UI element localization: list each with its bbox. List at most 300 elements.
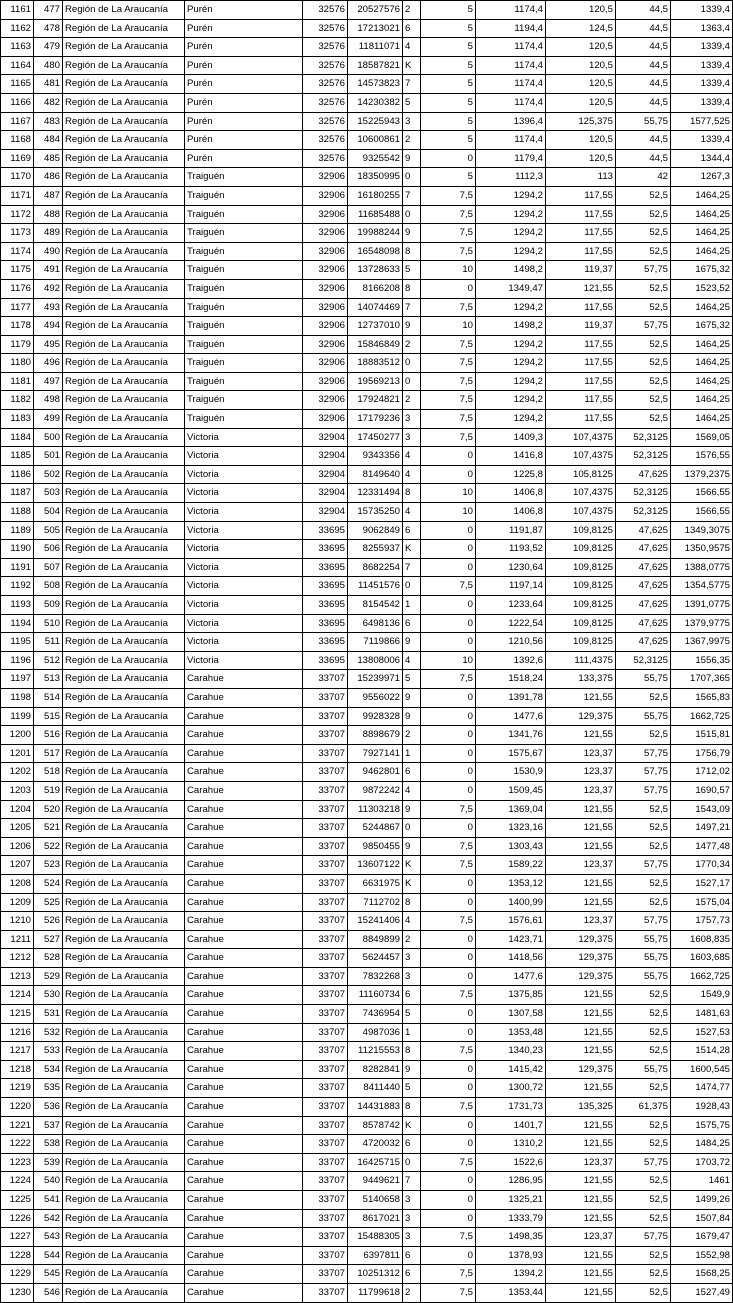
cell-bonus: 0 [421, 893, 476, 912]
cell-row-id: 525 [34, 893, 63, 912]
cell-code: 33707 [303, 1023, 348, 1042]
cell-total: 1549,9 [671, 986, 733, 1005]
cell-code: 33707 [303, 949, 348, 968]
cell-check-digit: 1 [403, 744, 421, 763]
cell-amount-a: 1731,73 [476, 1098, 546, 1117]
cell-amount-b: 117,55 [546, 242, 616, 261]
cell-code: 33695 [303, 651, 348, 670]
cell-check-digit: 2 [403, 1, 421, 20]
cell-amount-b: 123,37 [546, 781, 616, 800]
cell-bonus: 0 [421, 874, 476, 893]
cell-code: 32906 [303, 372, 348, 391]
cell-rut: 5140658 [348, 1191, 403, 1210]
cell-total: 1662,725 [671, 967, 733, 986]
cell-amount-b: 121,55 [546, 1246, 616, 1265]
cell-bonus: 0 [421, 465, 476, 484]
cell-bonus: 0 [421, 949, 476, 968]
cell-bonus: 0 [421, 1005, 476, 1024]
cell-amount-c: 55,75 [616, 707, 671, 726]
cell-amount-c: 52,5 [616, 800, 671, 819]
cell-amount-a: 1193,52 [476, 540, 546, 559]
cell-bonus: 0 [421, 1116, 476, 1135]
cell-amount-c: 57,75 [616, 856, 671, 875]
cell-total: 1568,25 [671, 1265, 733, 1284]
cell-amount-b: 123,37 [546, 744, 616, 763]
cell-region: Región de La Araucanía [63, 1246, 185, 1265]
cell-commune: Carahue [185, 1135, 303, 1154]
cell-amount-b: 121,55 [546, 800, 616, 819]
cell-amount-c: 52,3125 [616, 503, 671, 522]
cell-amount-a: 1310,2 [476, 1135, 546, 1154]
cell-check-digit: 8 [403, 1098, 421, 1117]
cell-bonus: 7,5 [421, 856, 476, 875]
cell-amount-a: 1394,2 [476, 1265, 546, 1284]
table-row [1, 558, 733, 577]
cell-total: 1566,55 [671, 484, 733, 503]
cell-row-index: 1181 [1, 372, 34, 391]
cell-amount-c: 52,5 [616, 1135, 671, 1154]
cell-code: 32906 [303, 354, 348, 373]
cell-commune: Carahue [185, 986, 303, 1005]
cell-row-index: 1189 [1, 521, 34, 540]
cell-rut: 11685488 [348, 205, 403, 224]
table-row [1, 819, 733, 838]
cell-amount-c: 52,5 [616, 186, 671, 205]
cell-region: Región de La Araucanía [63, 1042, 185, 1061]
cell-region: Región de La Araucanía [63, 726, 185, 745]
table-row [1, 930, 733, 949]
table-row [1, 1116, 733, 1135]
cell-bonus: 5 [421, 131, 476, 150]
cell-amount-a: 1294,2 [476, 205, 546, 224]
table-row [1, 1023, 733, 1042]
cell-row-index: 1165 [1, 75, 34, 94]
cell-total: 1388,0775 [671, 558, 733, 577]
cell-bonus: 7,5 [421, 1098, 476, 1117]
cell-amount-a: 1300,72 [476, 1079, 546, 1098]
cell-row-index: 1169 [1, 149, 34, 168]
cell-row-index: 1205 [1, 819, 34, 838]
cell-total: 1499,26 [671, 1191, 733, 1210]
table-body [1, 1, 733, 1303]
table-row [1, 75, 733, 94]
cell-amount-b: 117,55 [546, 298, 616, 317]
cell-row-index: 1217 [1, 1042, 34, 1061]
cell-amount-c: 47,625 [616, 577, 671, 596]
cell-commune: Traiguén [185, 168, 303, 187]
cell-amount-c: 52,5 [616, 986, 671, 1005]
cell-region: Región de La Araucanía [63, 651, 185, 670]
table-row [1, 56, 733, 75]
cell-rut: 18587821 [348, 56, 403, 75]
cell-code: 33707 [303, 1116, 348, 1135]
cell-region: Región de La Araucanía [63, 168, 185, 187]
cell-amount-c: 52,5 [616, 1209, 671, 1228]
cell-code: 33707 [303, 707, 348, 726]
table-row [1, 949, 733, 968]
cell-rut: 10251312 [348, 1265, 403, 1284]
cell-total: 1354,5775 [671, 577, 733, 596]
cell-check-digit: 7 [403, 186, 421, 205]
cell-region: Región de La Araucanía [63, 1079, 185, 1098]
table-row [1, 298, 733, 317]
cell-code: 33707 [303, 819, 348, 838]
cell-check-digit: 8 [403, 242, 421, 261]
cell-amount-a: 1294,2 [476, 298, 546, 317]
cell-check-digit: 6 [403, 1246, 421, 1265]
cell-row-id: 516 [34, 726, 63, 745]
cell-code: 33707 [303, 1079, 348, 1098]
cell-commune: Carahue [185, 1283, 303, 1302]
table-row [1, 1191, 733, 1210]
cell-amount-a: 1197,14 [476, 577, 546, 596]
cell-amount-a: 1518,24 [476, 670, 546, 689]
cell-row-index: 1209 [1, 893, 34, 912]
cell-code: 33707 [303, 856, 348, 875]
cell-region: Región de La Araucanía [63, 149, 185, 168]
cell-amount-b: 125,375 [546, 112, 616, 131]
cell-commune: Victoria [185, 447, 303, 466]
cell-bonus: 7,5 [421, 391, 476, 410]
cell-amount-b: 129,375 [546, 967, 616, 986]
cell-region: Región de La Araucanía [63, 391, 185, 410]
cell-commune: Traiguén [185, 279, 303, 298]
cell-check-digit: 9 [403, 317, 421, 336]
cell-code: 33695 [303, 558, 348, 577]
cell-rut: 17924821 [348, 391, 403, 410]
cell-total: 1464,25 [671, 391, 733, 410]
cell-region: Región de La Araucanía [63, 19, 185, 38]
cell-code: 32904 [303, 465, 348, 484]
cell-amount-c: 47,625 [616, 558, 671, 577]
cell-row-id: 499 [34, 410, 63, 429]
cell-rut: 9928328 [348, 707, 403, 726]
cell-region: Región de La Araucanía [63, 56, 185, 75]
cell-amount-a: 1341,76 [476, 726, 546, 745]
cell-check-digit: 8 [403, 893, 421, 912]
cell-commune: Carahue [185, 1042, 303, 1061]
cell-amount-c: 52,5 [616, 1042, 671, 1061]
table-row [1, 1079, 733, 1098]
cell-check-digit: 0 [403, 577, 421, 596]
cell-bonus: 7,5 [421, 577, 476, 596]
cell-total: 1461 [671, 1172, 733, 1191]
cell-amount-a: 1406,8 [476, 484, 546, 503]
cell-check-digit: 6 [403, 986, 421, 1005]
cell-rut: 4720032 [348, 1135, 403, 1154]
cell-amount-c: 52,5 [616, 1265, 671, 1284]
cell-row-index: 1220 [1, 1098, 34, 1117]
cell-amount-c: 52,3125 [616, 651, 671, 670]
cell-row-id: 543 [34, 1228, 63, 1247]
cell-rut: 6498136 [348, 614, 403, 633]
table-row [1, 1005, 733, 1024]
cell-bonus: 5 [421, 168, 476, 187]
cell-amount-b: 121,55 [546, 893, 616, 912]
cell-row-id: 528 [34, 949, 63, 968]
cell-check-digit: 1 [403, 596, 421, 615]
table-row [1, 168, 733, 187]
cell-region: Región de La Araucanía [63, 781, 185, 800]
cell-check-digit: 3 [403, 410, 421, 429]
cell-bonus: 10 [421, 651, 476, 670]
cell-amount-b: 107,4375 [546, 428, 616, 447]
table-row [1, 1, 733, 20]
cell-bonus: 5 [421, 1, 476, 20]
cell-region: Región de La Araucanía [63, 354, 185, 373]
table-row [1, 744, 733, 763]
cell-region: Región de La Araucanía [63, 484, 185, 503]
cell-bonus: 7,5 [421, 410, 476, 429]
cell-row-id: 533 [34, 1042, 63, 1061]
cell-amount-b: 120,5 [546, 93, 616, 112]
cell-amount-b: 117,55 [546, 354, 616, 373]
cell-amount-c: 52,5 [616, 819, 671, 838]
cell-row-index: 1186 [1, 465, 34, 484]
cell-region: Región de La Araucanía [63, 596, 185, 615]
cell-check-digit: 6 [403, 1135, 421, 1154]
cell-amount-a: 1174,4 [476, 1, 546, 20]
cell-rut: 5244867 [348, 819, 403, 838]
cell-row-index: 1187 [1, 484, 34, 503]
cell-amount-b: 120,5 [546, 1, 616, 20]
cell-bonus: 0 [421, 447, 476, 466]
cell-amount-a: 1294,2 [476, 410, 546, 429]
cell-row-id: 492 [34, 279, 63, 298]
cell-row-id: 540 [34, 1172, 63, 1191]
cell-check-digit: 0 [403, 372, 421, 391]
cell-row-id: 505 [34, 521, 63, 540]
table-row [1, 149, 733, 168]
cell-rut: 9449621 [348, 1172, 403, 1191]
cell-rut: 7119866 [348, 633, 403, 652]
cell-commune: Traiguén [185, 205, 303, 224]
cell-rut: 17213021 [348, 19, 403, 38]
cell-region: Región de La Araucanía [63, 540, 185, 559]
cell-commune: Carahue [185, 1116, 303, 1135]
cell-commune: Carahue [185, 1153, 303, 1172]
cell-code: 33695 [303, 577, 348, 596]
cell-code: 33707 [303, 726, 348, 745]
cell-total: 1363,4 [671, 19, 733, 38]
cell-commune: Carahue [185, 1023, 303, 1042]
cell-region: Región de La Araucanía [63, 800, 185, 819]
cell-region: Región de La Araucanía [63, 670, 185, 689]
cell-region: Región de La Araucanía [63, 242, 185, 261]
cell-amount-c: 52,5 [616, 1005, 671, 1024]
cell-row-index: 1164 [1, 56, 34, 75]
cell-row-id: 490 [34, 242, 63, 261]
cell-commune: Purén [185, 75, 303, 94]
cell-rut: 9343356 [348, 447, 403, 466]
cell-bonus: 5 [421, 112, 476, 131]
cell-bonus: 5 [421, 93, 476, 112]
cell-amount-a: 1522,6 [476, 1153, 546, 1172]
cell-total: 1464,25 [671, 335, 733, 354]
cell-total: 1675,32 [671, 261, 733, 280]
cell-total: 1690,57 [671, 781, 733, 800]
cell-bonus: 0 [421, 1079, 476, 1098]
table-row [1, 1283, 733, 1302]
cell-row-index: 1229 [1, 1265, 34, 1284]
cell-check-digit: 7 [403, 298, 421, 317]
cell-amount-c: 57,75 [616, 781, 671, 800]
cell-row-id: 510 [34, 614, 63, 633]
cell-region: Región de La Araucanía [63, 1153, 185, 1172]
cell-bonus: 5 [421, 75, 476, 94]
cell-row-id: 494 [34, 317, 63, 336]
cell-commune: Traiguén [185, 298, 303, 317]
cell-amount-c: 47,625 [616, 596, 671, 615]
cell-rut: 8149640 [348, 465, 403, 484]
cell-commune: Victoria [185, 428, 303, 447]
cell-check-digit: 0 [403, 205, 421, 224]
table-row [1, 986, 733, 1005]
cell-rut: 9556022 [348, 688, 403, 707]
cell-check-digit: 2 [403, 391, 421, 410]
cell-region: Región de La Araucanía [63, 912, 185, 931]
cell-rut: 7927141 [348, 744, 403, 763]
cell-amount-a: 1225,8 [476, 465, 546, 484]
cell-amount-a: 1406,8 [476, 503, 546, 522]
cell-amount-b: 107,4375 [546, 447, 616, 466]
cell-rut: 15241406 [348, 912, 403, 931]
cell-amount-b: 109,8125 [546, 614, 616, 633]
cell-amount-c: 44,5 [616, 75, 671, 94]
cell-bonus: 0 [421, 1246, 476, 1265]
cell-rut: 13808006 [348, 651, 403, 670]
table-row [1, 874, 733, 893]
cell-check-digit: 9 [403, 688, 421, 707]
cell-rut: 8682254 [348, 558, 403, 577]
cell-region: Región de La Araucanía [63, 986, 185, 1005]
cell-code: 33707 [303, 1042, 348, 1061]
cell-amount-c: 44,5 [616, 131, 671, 150]
table-row [1, 967, 733, 986]
table-row [1, 465, 733, 484]
cell-code: 32906 [303, 317, 348, 336]
cell-bonus: 0 [421, 540, 476, 559]
cell-total: 1603,685 [671, 949, 733, 968]
cell-amount-b: 107,4375 [546, 503, 616, 522]
cell-check-digit: 5 [403, 93, 421, 112]
cell-amount-c: 52,5 [616, 837, 671, 856]
cell-amount-b: 133,375 [546, 670, 616, 689]
cell-amount-c: 52,5 [616, 224, 671, 243]
cell-row-id: 546 [34, 1283, 63, 1302]
cell-code: 33707 [303, 1060, 348, 1079]
cell-row-index: 1222 [1, 1135, 34, 1154]
cell-rut: 12737010 [348, 317, 403, 336]
cell-amount-b: 121,55 [546, 1135, 616, 1154]
cell-row-id: 500 [34, 428, 63, 447]
cell-region: Región de La Araucanía [63, 763, 185, 782]
cell-row-index: 1199 [1, 707, 34, 726]
cell-code: 33707 [303, 1005, 348, 1024]
cell-amount-a: 1509,45 [476, 781, 546, 800]
cell-row-index: 1213 [1, 967, 34, 986]
cell-row-index: 1163 [1, 38, 34, 57]
cell-row-index: 1161 [1, 1, 34, 20]
cell-amount-a: 1294,2 [476, 186, 546, 205]
cell-row-index: 1191 [1, 558, 34, 577]
cell-total: 1523,52 [671, 279, 733, 298]
cell-amount-a: 1174,4 [476, 75, 546, 94]
cell-region: Región de La Araucanía [63, 967, 185, 986]
cell-code: 33707 [303, 874, 348, 893]
cell-region: Región de La Araucanía [63, 856, 185, 875]
cell-amount-c: 52,5 [616, 279, 671, 298]
cell-amount-b: 121,55 [546, 1023, 616, 1042]
cell-total: 1497,21 [671, 819, 733, 838]
cell-bonus: 0 [421, 819, 476, 838]
cell-check-digit: 0 [403, 1153, 421, 1172]
table-row [1, 707, 733, 726]
cell-check-digit: 3 [403, 949, 421, 968]
cell-check-digit: 9 [403, 224, 421, 243]
cell-row-id: 520 [34, 800, 63, 819]
cell-amount-a: 1323,16 [476, 819, 546, 838]
cell-amount-c: 52,3125 [616, 428, 671, 447]
cell-bonus: 7,5 [421, 986, 476, 1005]
table-row [1, 354, 733, 373]
cell-amount-c: 52,5 [616, 354, 671, 373]
cell-row-index: 1211 [1, 930, 34, 949]
cell-rut: 8166208 [348, 279, 403, 298]
cell-region: Región de La Araucanía [63, 1135, 185, 1154]
cell-amount-b: 123,37 [546, 763, 616, 782]
cell-rut: 10600861 [348, 131, 403, 150]
cell-rut: 8154542 [348, 596, 403, 615]
cell-commune: Carahue [185, 893, 303, 912]
cell-amount-b: 117,55 [546, 224, 616, 243]
cell-bonus: 7,5 [421, 354, 476, 373]
cell-bonus: 5 [421, 19, 476, 38]
cell-check-digit: 3 [403, 1228, 421, 1247]
cell-amount-a: 1477,6 [476, 707, 546, 726]
cell-row-index: 1201 [1, 744, 34, 763]
cell-commune: Traiguén [185, 317, 303, 336]
cell-amount-c: 42 [616, 168, 671, 187]
cell-amount-b: 117,55 [546, 205, 616, 224]
cell-row-index: 1194 [1, 614, 34, 633]
cell-amount-b: 117,55 [546, 391, 616, 410]
cell-row-index: 1183 [1, 410, 34, 429]
cell-row-index: 1227 [1, 1228, 34, 1247]
cell-commune: Traiguén [185, 186, 303, 205]
cell-amount-c: 52,5 [616, 298, 671, 317]
cell-rut: 7436954 [348, 1005, 403, 1024]
cell-check-digit: 2 [403, 1283, 421, 1302]
table-row [1, 781, 733, 800]
cell-row-id: 487 [34, 186, 63, 205]
cell-row-id: 527 [34, 930, 63, 949]
cell-total: 1569,05 [671, 428, 733, 447]
cell-amount-b: 109,8125 [546, 521, 616, 540]
cell-rut: 18350995 [348, 168, 403, 187]
cell-total: 1608,835 [671, 930, 733, 949]
cell-amount-a: 1333,79 [476, 1209, 546, 1228]
cell-commune: Carahue [185, 967, 303, 986]
cell-commune: Victoria [185, 503, 303, 522]
cell-amount-a: 1400,99 [476, 893, 546, 912]
cell-commune: Traiguén [185, 261, 303, 280]
cell-bonus: 7,5 [421, 1283, 476, 1302]
cell-amount-b: 129,375 [546, 1060, 616, 1079]
cell-amount-c: 52,3125 [616, 447, 671, 466]
cell-check-digit: 6 [403, 19, 421, 38]
cell-region: Región de La Araucanía [63, 75, 185, 94]
